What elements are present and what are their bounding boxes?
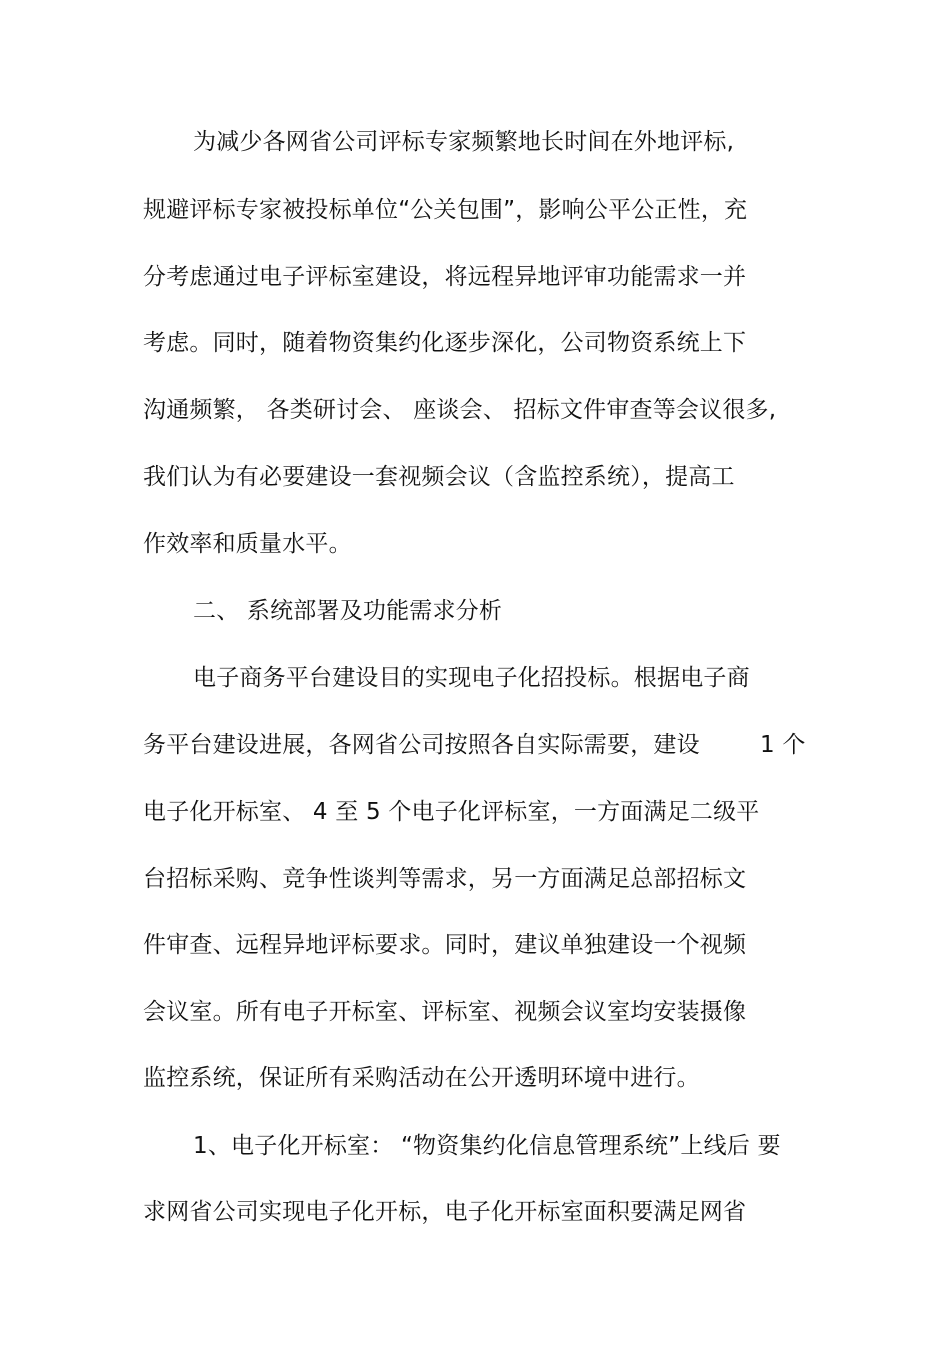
paragraph-line: 会议室。所有电子开标室、评标室、视频会议室均安装摄像 — [143, 999, 747, 1025]
paragraph-line: 考虑。同时，随着物资集约化逐步深化，公司物资系统上下 — [143, 330, 747, 356]
paragraph-line: 件审查、远程异地评标要求。同时，建议单独建设一个视频 — [143, 932, 747, 958]
paragraph-line: 电子化开标室、 4 至 5 个电子化评标室，一方面满足二级平 — [143, 799, 760, 825]
paragraph-line: 求网省公司实现电子化开标，电子化开标室面积要满足网省 — [143, 1199, 747, 1225]
paragraph-line: 沟通频繁， 各类研讨会、 座谈会、 招标文件审查等会议很多, — [143, 397, 777, 423]
paragraph-line: 作效率和质量水平。 — [143, 531, 352, 557]
paragraph-line-tail: 1 个 — [760, 732, 806, 758]
paragraph-line: 监控系统，保证所有采购活动在公开透明环境中进行。 — [143, 1065, 700, 1091]
paragraph-line: 务平台建设进展，各网省公司按照各自实际需要，建设 — [143, 732, 700, 758]
paragraph-line: 为减少各网省公司评标专家频繁地长时间在外地评标, — [193, 129, 735, 155]
section-heading: 二、 系统部署及功能需求分析 — [193, 598, 503, 624]
paragraph-line: 规避评标专家被投标单位“公关包围”，影响公平公正性，充 — [143, 197, 748, 223]
paragraph-line: 我们认为有必要建设一套视频会议（含监控系统），提高工 — [143, 464, 735, 490]
paragraph-line: 台招标采购、竞争性谈判等需求，另一方面满足总部招标文 — [143, 866, 747, 892]
subsection-line: 1、电子化开标室： “物资集约化信息管理系统”上线后 要 — [193, 1133, 781, 1159]
paragraph-line: 电子商务平台建设目的实现电子化招投标。根据电子商 — [193, 665, 750, 691]
paragraph-line: 分考虑通过电子评标室建设，将远程异地评审功能需求一并 — [143, 264, 747, 290]
